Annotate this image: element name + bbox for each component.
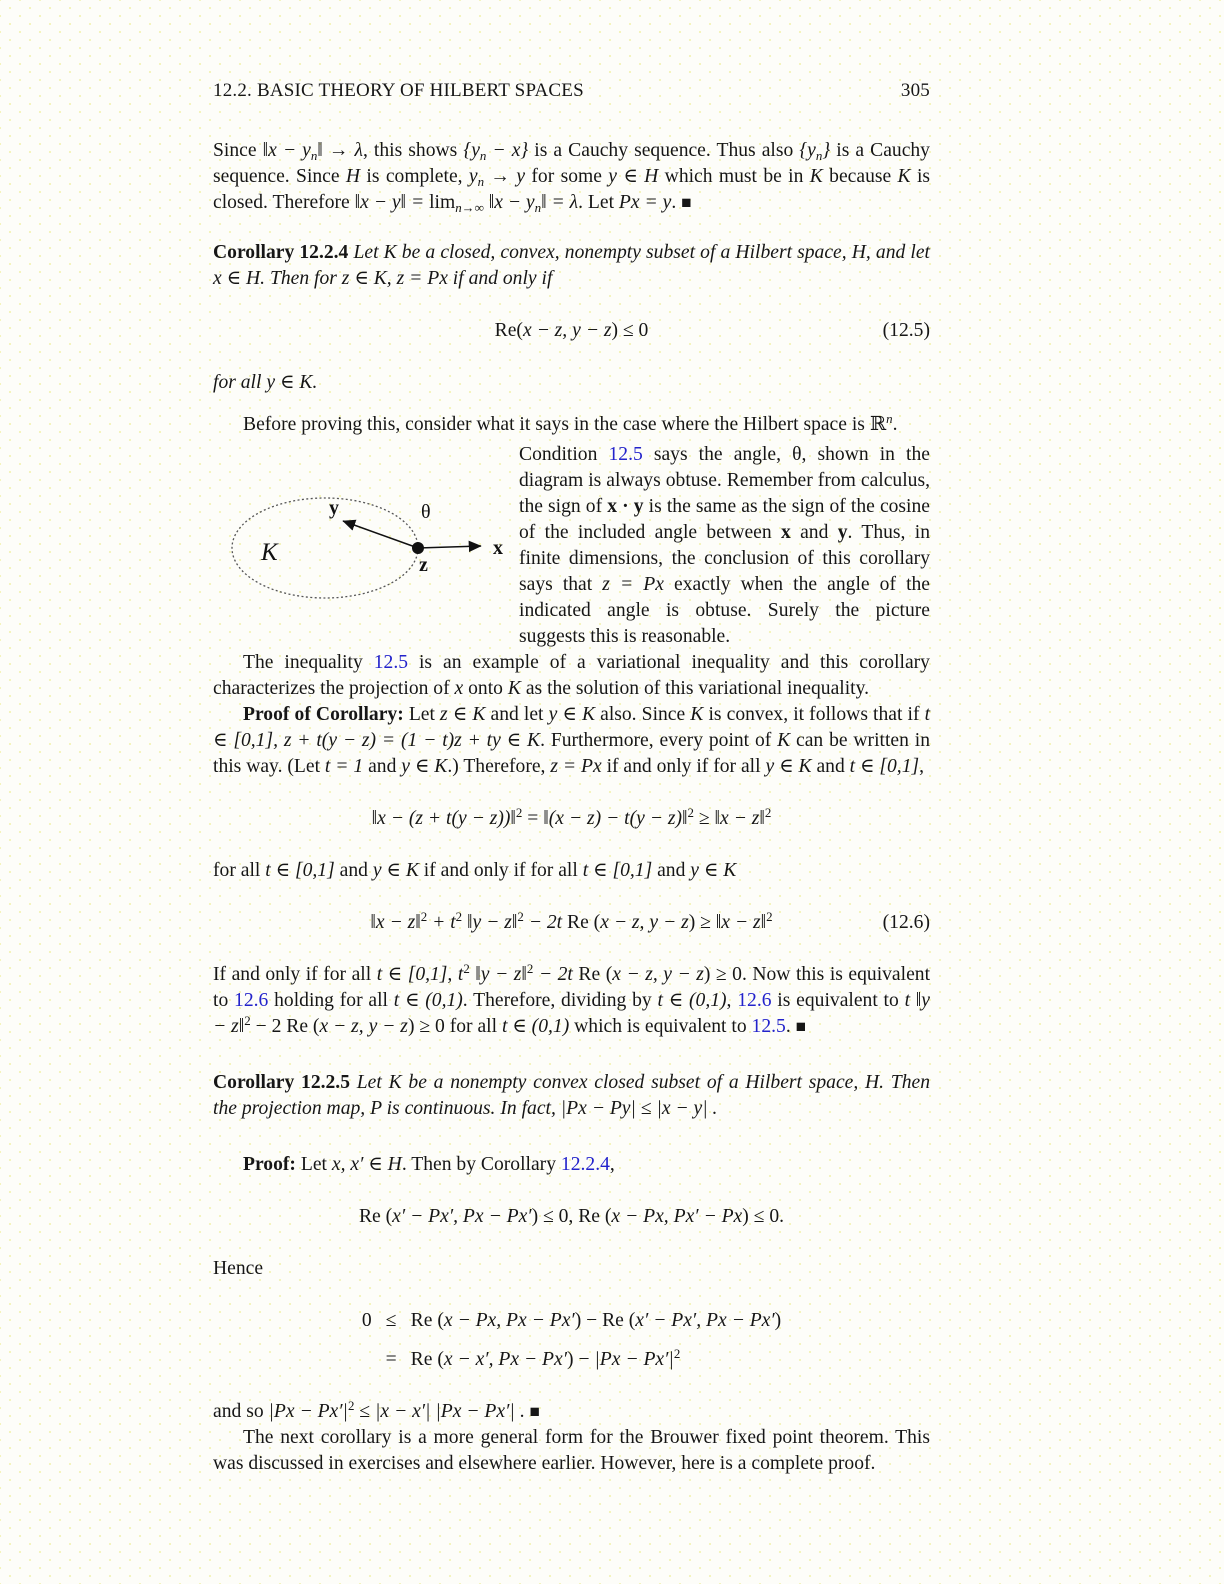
set-label-K: K bbox=[261, 539, 278, 566]
corollary-12-2-5: Corollary 12.2.5 Let K be a nonempty convex closed subset of a Hilbert space, H. Then the projection map, P is continuous. In fact, |Px − Py| ≤ |x − y| . bbox=[213, 1072, 930, 1119]
equation-tag-12-6: (12.6) bbox=[882, 912, 930, 933]
ref-link-12-6[interactable]: 12.6 bbox=[234, 990, 269, 1011]
equation-norm-expansion-body: ‖x − (z + t(y − z))‖$^2$ = ‖(x − z) − t(y − z)‖$^2$ ≥ ‖x − z‖$^2$ bbox=[371, 804, 772, 829]
equation-12-6-body: ‖x − z‖$^2$ + $t^2$ ‖y − z‖$^2$ − 2t Re (x − z, y − z) ≥ ‖x − z‖$^2$ bbox=[370, 908, 773, 933]
paragraph-cauchy-sequence: Since ‖x − yn‖ → λ, this shows {yn − x} is a Cauchy sequence. Thus also {yn} is a Cauchy sequence. Since H is complete, yn → y for some y ∈ H which must be in K because K is closed. Therefore ‖x − y‖ = limn→∞ ‖x − yn‖ = λ. Let Px = y. ■ bbox=[213, 140, 931, 215]
corollary-12-2-4: Corollary 12.2.4 Let K be a closed, convex, nonempty subset of a Hilbert space, H, and let x ∈ H. Then for z ∈ K, z = Px if and only if bbox=[213, 242, 930, 289]
derivation-row-2-lhs bbox=[362, 1347, 372, 1373]
convex-set-diagram bbox=[213, 470, 509, 620]
paragraph-for-all-t: for all t ∈ [0,1] and y ∈ K if and only if for all t ∈ [0,1] and y ∈ K bbox=[213, 860, 737, 881]
theta-angle-label: θ bbox=[421, 501, 431, 523]
x-vector-label: x bbox=[493, 537, 503, 559]
paragraph-next-corollary: The next corollary is a more general form for the Brouwer fixed point theorem. This was discussed in exercises and elsewhere earlier. However, here is a complete proof. bbox=[213, 1427, 930, 1474]
derivation-row-1-relation: ≤ bbox=[385, 1310, 397, 1331]
projection-point-dot bbox=[412, 542, 424, 554]
paragraph-proof-continuity: Proof: Let x, x′ ∈ H. Then by Corollary 12.2.4, bbox=[243, 1154, 615, 1175]
x-vector-arrow bbox=[418, 546, 481, 548]
y-vector-label: y bbox=[329, 497, 339, 519]
derivation-row-1-lhs: 0 bbox=[361, 1310, 372, 1331]
derivation-row-2-relation: = bbox=[385, 1349, 397, 1370]
derivation-row-1-rhs: Re (x − Px, Px − Px′) − Re (x′ − Px′, Px − Px′) bbox=[410, 1310, 782, 1331]
convex-set-figure bbox=[213, 442, 519, 650]
ref-link-12-6[interactable]: 12.6 bbox=[737, 990, 772, 1011]
page-header bbox=[213, 80, 930, 102]
paragraph-and-so: and so $|Px - Px'|^2 \le |x - x'|$ |Px − Px′| . ■ bbox=[213, 1397, 540, 1422]
paragraph-before-proving: Before proving this, consider what it says in the case where the Hilbert space is ℝ$^n$. bbox=[243, 410, 898, 435]
ref-link-12-5[interactable]: 12.5 bbox=[608, 444, 643, 465]
ref-link-12-5[interactable]: 12.5 bbox=[751, 1016, 786, 1037]
equation-12-6 bbox=[213, 910, 930, 936]
aligned-derivation bbox=[213, 1308, 930, 1373]
figure-with-wrapped-text bbox=[213, 442, 930, 650]
equation-12-5-body: Re(x − z, y − z) ≤ 0 bbox=[494, 320, 649, 341]
equation-re-inequalities bbox=[213, 1204, 930, 1230]
paragraph-variational-inequality: The inequality 12.5 is an example of a variational inequality and this corollary characterizes the projection of x onto K as the solution of this variational inequality. bbox=[213, 652, 930, 699]
paragraph-proof-of-corollary: Proof of Corollary: Let z ∈ K and let y ∈ K also. Since K is convex, it follows that if t ∈ [0,1], z + t(y − z) = (1 − t)z + ty ∈ K. Furthermore, every point of K can be written in this way. (Let t = 1 and y ∈ K.) Therefore, z = Px if and only if for all y ∈ K and t ∈ [0,1], bbox=[213, 704, 931, 777]
derivation-row-2-rhs: Re (x − x′, $Px - Px') - |Px - Px'|^2$ bbox=[410, 1345, 681, 1370]
ref-link-12-2-4[interactable]: 12.2.4 bbox=[560, 1154, 610, 1175]
ref-link-12-5[interactable]: 12.5 bbox=[373, 652, 409, 673]
equation-tag-12-5: (12.5) bbox=[882, 320, 930, 341]
equation-norm-expansion bbox=[213, 806, 930, 832]
equation-12-5 bbox=[213, 318, 930, 344]
equation-re-inequalities-body: Re (x′ − Px′, Px − Px′) ≤ 0, Re (x − Px, Px′ − Px) ≤ 0. bbox=[358, 1206, 785, 1227]
convex-set-ellipse bbox=[232, 498, 418, 598]
section-title: 12.2. BASIC THEORY OF HILBERT SPACES bbox=[213, 80, 584, 101]
page-number: 305 bbox=[900, 80, 930, 101]
paragraph-condition-angle: Condition 12.5 says the angle, θ, shown in the diagram is always obtuse. Remember from calculus, the sign of x · y is the same as the sign of the cosine of the included angle between x and y. Thus, in finite dimensions, the conclusion of this corollary says that z = Px exactly when the angle of the indicated angle is obtuse. Surely the picture suggests this is reasonable. bbox=[519, 444, 931, 647]
z-point-label: z bbox=[419, 554, 428, 576]
for-all-y-line: for all y ∈ K. bbox=[213, 372, 318, 393]
paragraph-if-and-only-if: If and only if for all t ∈ [0,1], $t^2$ ‖y − z‖$^2$ − 2t Re (x − z, y − z) ≥ 0. Now this is equivalent to 12.6 holding for all t ∈ (0,1). Therefore, dividing by t ∈ (0,1), 12.6 is equivalent to t ‖y − z‖$^2$ − 2 Re (x − z, y − z) ≥ 0 for all t ∈ (0,1) which is equivalent to 12.5. ■ bbox=[213, 960, 931, 1037]
hence-line: Hence bbox=[213, 1258, 264, 1279]
